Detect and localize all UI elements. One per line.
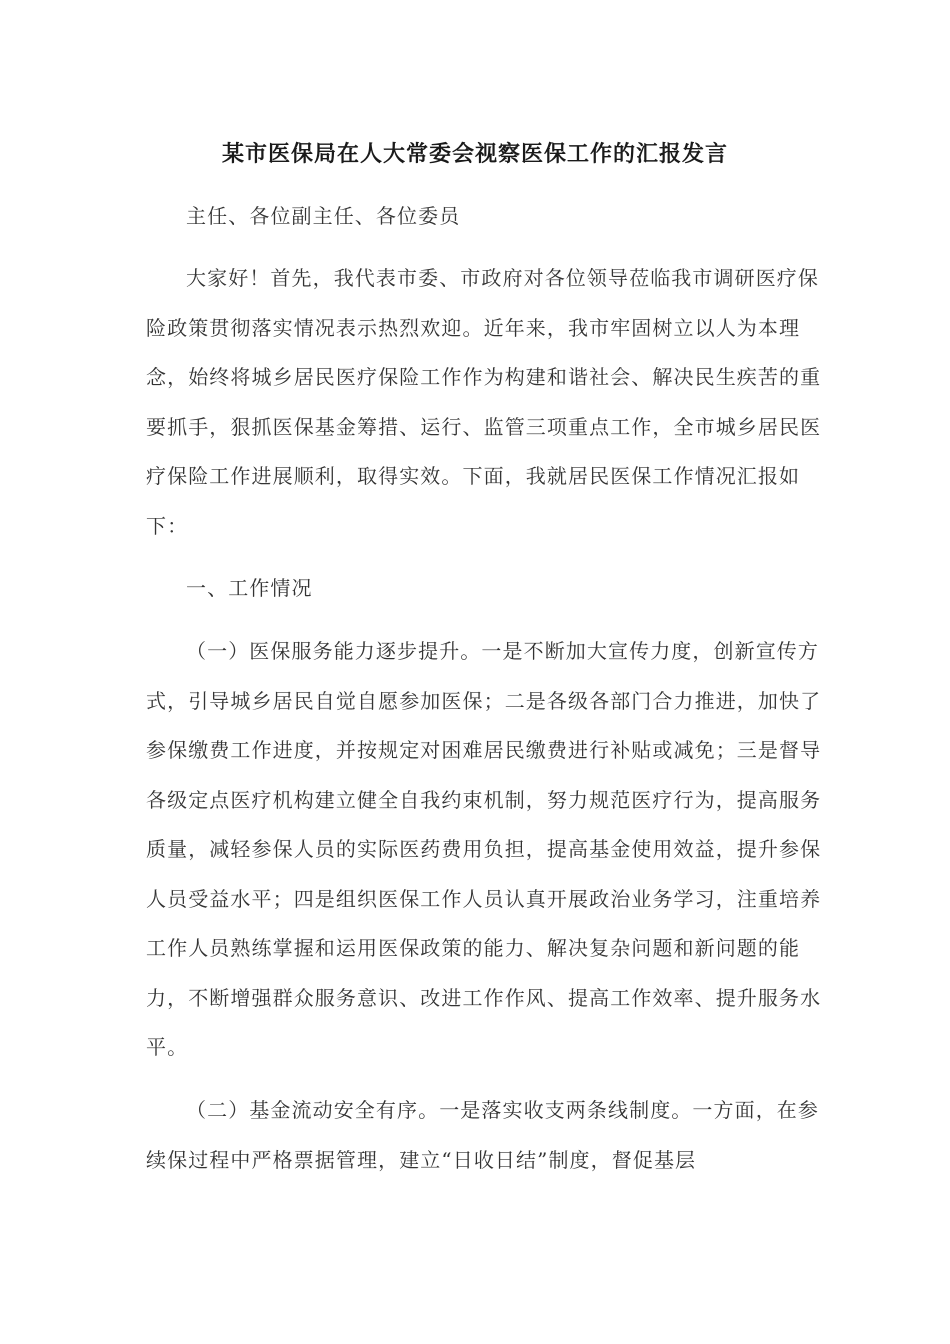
section-heading-work-status: 一、工作情况 [186, 576, 313, 600]
paragraph-fund-flow: （二）基金流动安全有序。一是落实收支两条线制度。一方面，在参续保过程中严格票据管理，建立“日收日结”制度，督促基层 [146, 1098, 819, 1172]
salutation: 主任、各位副主任、各位委员 [186, 204, 461, 228]
paragraph-service-capacity: （一）医保服务能力逐步提升。一是不断加大宣传力度，创新宣传方式，引导城乡居民自觉自愿参加医保；二是各级各部门合力推进，加快了参保缴费工作进度，并按规定对困难居民缴费进行补贴或减免；三是督导各级定点医疗机构建立健全自我约束机制，努力规范医疗行为，提高服务质量，减轻参保人员的实际医药费用负担，提高基金使用效益，提升参保人员受益水平；四是组织医保工作人员认真开展政治业务学习，注重培养工作人员熟练掌握和运用医保政策的能力、解决复杂问题和新问题的能力，不断增强群众服务意识、改进工作作风、提高工作效率、提升服务水平。 [146, 639, 822, 1059]
paragraph-opening: 大家好！首先，我代表市委、市政府对各位领导莅临我市调研医疗保险政策贯彻落实情况表示热烈欢迎。近年来，我市牢固树立以人为本理念，始终将城乡居民医疗保险工作作为构建和谐社会、解决民生疾苦的重要抓手，狠抓医保基金筹措、运行、监管三项重点工作，全市城乡居民医疗保险工作进展顺利，取得实效。下面，我就居民医保工作情况汇报如下： [146, 266, 822, 538]
document-title: 某市医保局在人大常委会视察医保工作的汇报发言 [221, 141, 728, 167]
